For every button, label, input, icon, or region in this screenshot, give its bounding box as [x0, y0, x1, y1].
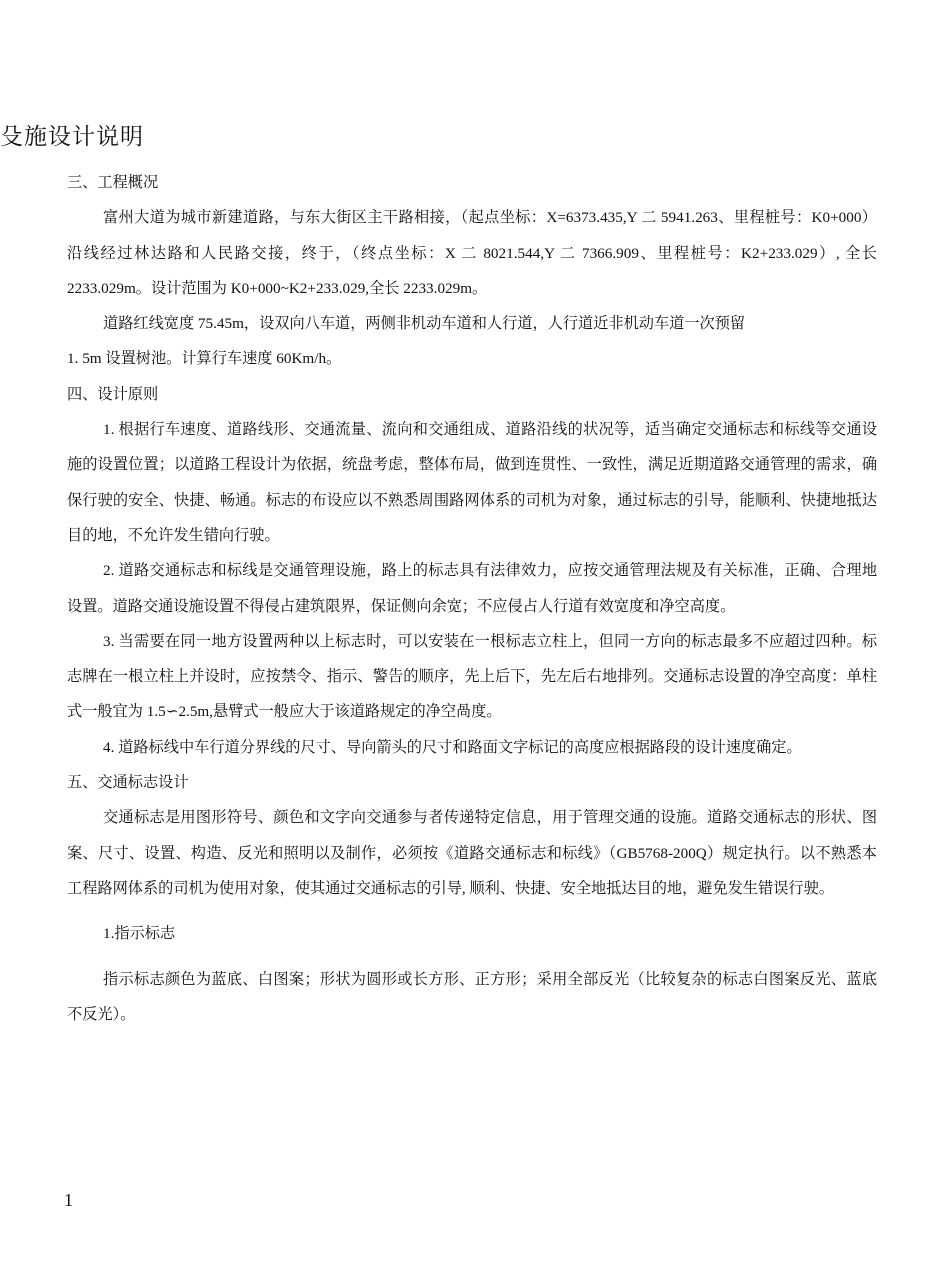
paragraph-overview-location: 富州大道为城市新建道路，与东大街区主干路相接，（起点坐标：X=6373.435,Y 二 5941.263、里程桩号：K0+000）沿线经过林达路和人民路交接，终于，（终点坐标：X 二 8021.544,Y 二 7366.909、里程桩号：K2+233.029）, 全长 2233.029m。设计范围为 K0+000~K2+233.029,全长 2233.029m。 [67, 209, 877, 297]
principle-item-3: 3. 当需要在同一地方设置两种以上标志时，可以安装在一根标志立柱上，但同一方向的标志最多不应超过四种。标志牌在一根立柱上并设时，应按禁令、指示、警告的顺序，先上后下，先左后右地排列。交通标志设置的净空高度：单柱式一般宜为 1.5∽2.5m,悬臂式一般应大于该道路规定的净空咼度。 [67, 632, 877, 721]
document-title: 殳施设计说明 [0, 124, 144, 150]
page-number: 1 [64, 1190, 73, 1210]
subheading-indication-signs: 1.指示标志 [103, 925, 176, 943]
principle-item-2: 2. 道路交通标志和标线是交通管理设施，路上的标志具有法律效力，应按交通管理法规及有关标准，正确、合理地设置。道路交通设施设置不得侵占建筑限界，保证侧向余宽；不应侵占人行道有效宽度和净空高度。 [67, 562, 877, 615]
paragraph-overview-width: 道路红线宽度 75.45m，设双向八车道，两侧非机动车道和人行道，人行道近非机动车道一次预留 [103, 315, 746, 333]
section-heading-sign-design: 五、交通标志设计 [67, 774, 189, 792]
principle-item-1: 1. 根据行车速度、道路线形、交通流量、流向和交通组成、道路沿线的状况等，适当确定交通标志和标线等交通设施的设置位置；以道路工程设计为依据，统盘考虑，整体布局，做到连贯性、一致性，满足近期道路交通管理的需求，确保行驶的安全、快捷、畅通。标志的布设应以不熟悉周围路网体系的司机为对象，通过标志的引导，能顺利、快捷地抵达目的地，不允许发生错向行驶。 [67, 421, 877, 544]
principle-item-4: 4. 道路标线中车行道分界线的尺寸、导向箭头的尺寸和路面文字标记的高度应根据路段的设计速度确定。 [103, 738, 802, 756]
document-body [67, 165, 877, 1032]
paragraph-indication-signs: 指示标志颜色为蓝底、白图案；形状为圆形或长方形、正方形；采用全部反光（比较复杂的标志白图案反光、蓝底不反光）。 [67, 970, 877, 1023]
section-heading-overview: 三、工程概况 [67, 174, 159, 191]
paragraph-sign-design: 交通标志是用图形符号、颜色和文字向交通参与者传递特定信息，用于管理交通的设施。道路交通标志的形状、图案、尺寸、设置、构造、反光和照明以及制作，必须按《道路交通标志和标线》（GB5768-200Q）规定执行。以不熟悉本工程路网体系的司机为使用对象，使其通过交通标志的引导, 顺利、快捷、安全地抵达目的地，避免发生错误行驶。 [67, 809, 877, 897]
paragraph-overview-speed: 1. 5m 设置树池。计算行车速度 60Km/h。 [67, 350, 342, 368]
section-heading-principles: 四、设计原则 [67, 385, 159, 403]
